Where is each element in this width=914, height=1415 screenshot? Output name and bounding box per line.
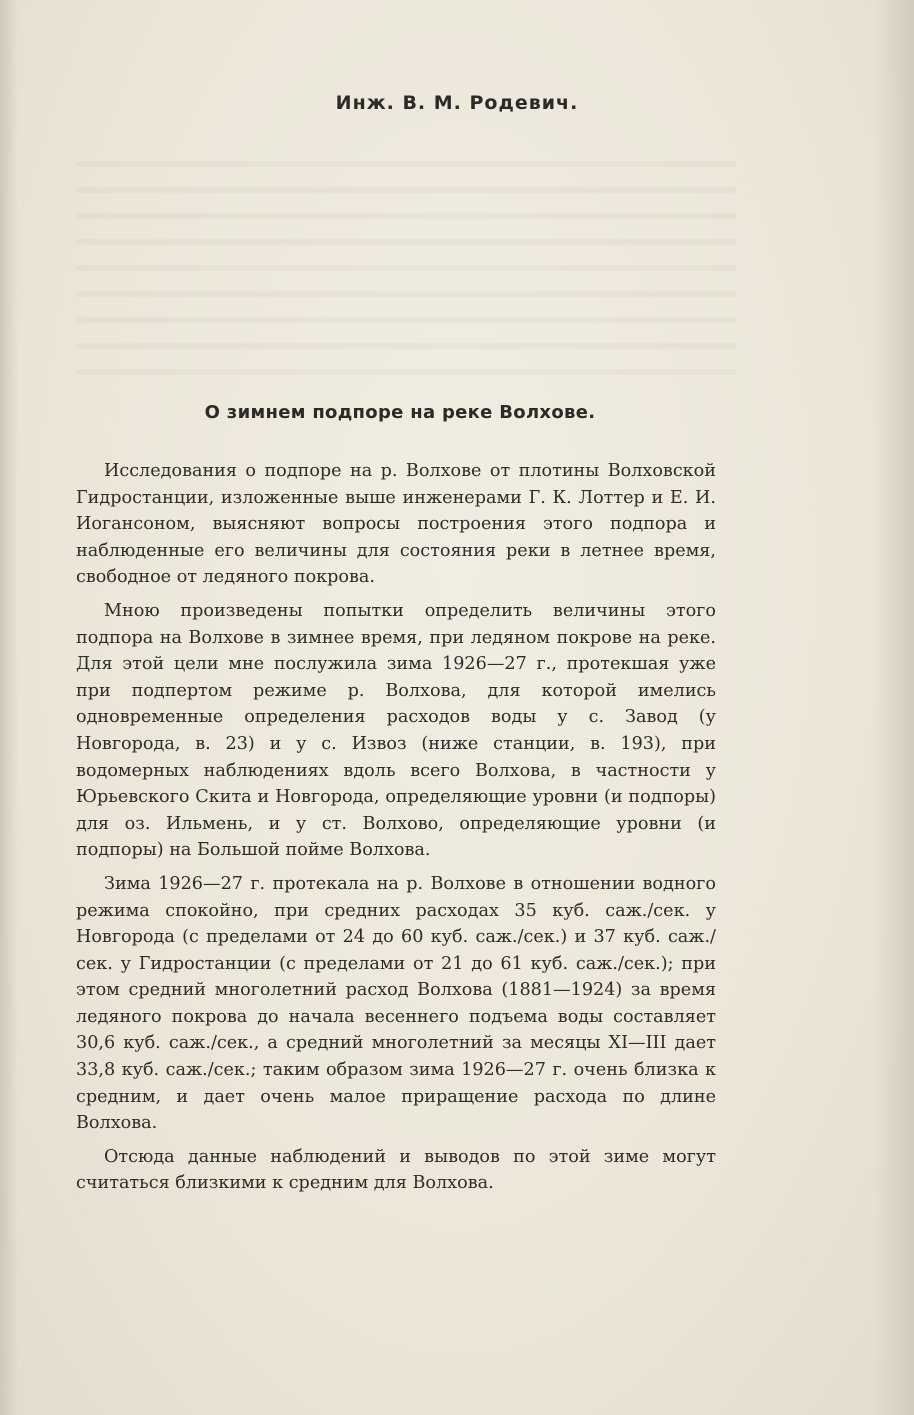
article-title: О зимнем подпоре на реке Волхове. [204,402,596,423]
page-edge-shadow-right [874,0,914,1415]
author-line: Инж. В. М. Родевич. [335,92,579,114]
page-edge-shadow-left [0,0,18,1415]
paragraph: Мною произведены попытки определить величины этого подпора на Волхове в зимнее время, при ледяном покрове на реке. Для этой цели мне послужила зима 1926—27 г., протекшая уже при подпертом режиме р. Волхова, для которой имелись одновременные определения расходов воды у с. Завод (у Новгорода, в. 23) и у с. Извоз (ниже станции, в. 193), при водомерных наблюдениях вдоль всего Волхова, в частности у Юрьевского Скита и Новгорода, определяющие уровни (и подпоры) для оз. Ильмень, и у ст. Волхово, определяющие уровни (и подпоры) на Большой пойме Волхова. [76,600,716,861]
paragraph: Зима 1926—27 г. протекала на р. Волхове в отношении водного режима спокойно, при средних расходах 35 куб. саж./сек. у Новгорода (с пределами от 24 до 60 куб. саж./сек.) и 37 куб. саж./сек. у Гидростанции (с пределами от 21 до 61 куб. саж./сек.); при этом средний многолетний расход Волхова (1881—1924) за время ледяного покрова до начала весеннего подъема воды составляет 30,6 куб. саж./сек., а средний многолетний за месяцы XI—III дает 33,8 куб. саж./сек.; таким образом зима 1926—27 г. очень близка к средним, и дает очень малое приращение расхода по длине Волхова. [76,873,716,1134]
paragraph: Отсюда данные наблюдений и выводов по этой зиме могут считаться близкими к средним для Волхова. [76,1146,716,1194]
paragraph: Исследования о подпоре на р. Волхове от плотины Волховской Гидростанции, изложенные выше инженерами Г. К. Лоттер и Е. И. Иогансоном, выясняют вопросы построения этого подпора и наблюденные его величины для состояния реки в летнее время, свободное от ледяного покрова. [76,461,716,588]
article-body [76,458,716,1204]
bleed-through-texture [76,145,736,385]
